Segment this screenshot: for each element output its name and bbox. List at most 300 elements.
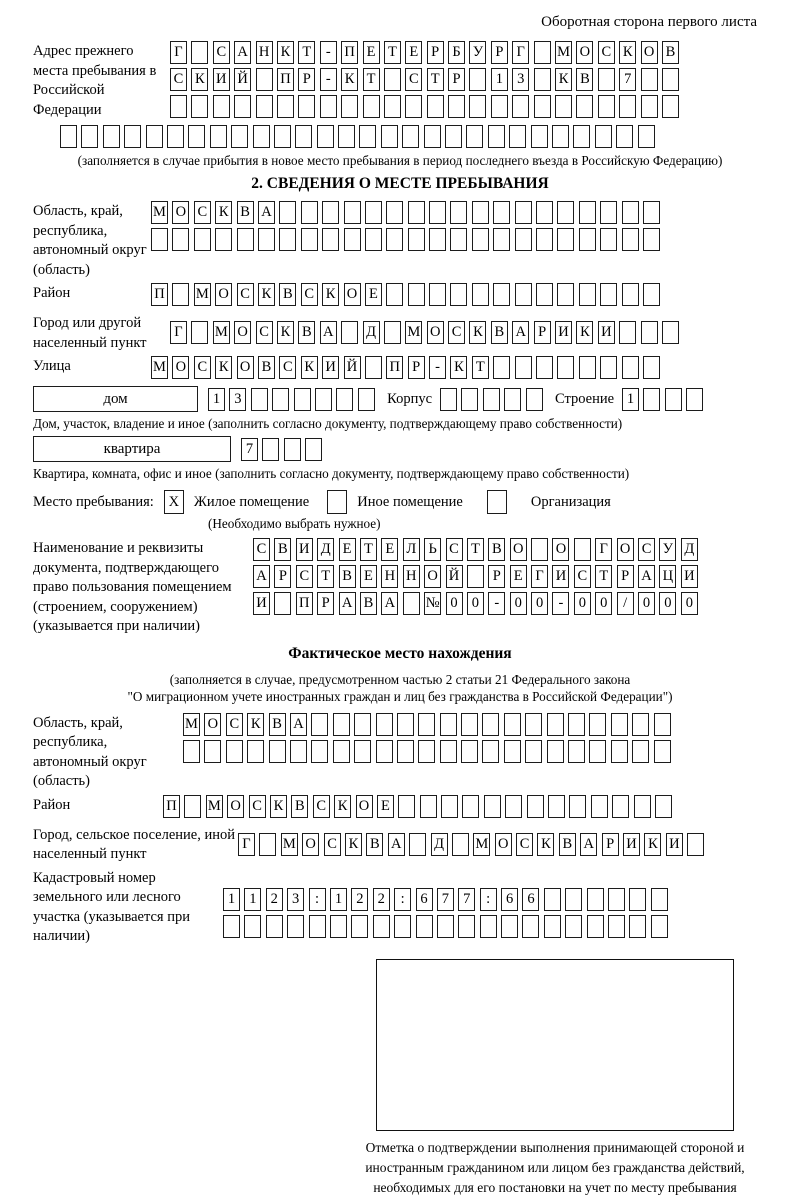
char-box[interactable] [277,95,294,118]
char-box[interactable] [527,795,544,818]
char-box[interactable]: В [366,833,383,856]
char-box[interactable]: К [322,283,339,306]
char-box[interactable]: Е [405,41,422,64]
char-box[interactable] [167,125,184,148]
char-box[interactable] [547,740,564,763]
char-box[interactable]: Е [363,41,380,64]
char-box[interactable] [386,228,403,251]
char-box[interactable]: О [495,833,512,856]
char-box[interactable]: 2 [351,888,368,911]
char-box[interactable]: К [450,356,467,379]
char-box[interactable]: Н [403,565,420,588]
char-box[interactable] [665,388,682,411]
char-box[interactable]: С [448,321,465,344]
char-box[interactable] [493,201,510,224]
char-box[interactable] [452,833,469,856]
char-box[interactable] [394,915,411,938]
char-box[interactable]: Й [446,565,463,588]
char-box[interactable] [515,283,532,306]
char-box[interactable] [461,740,478,763]
char-box[interactable]: О [302,833,319,856]
char-box[interactable]: 0 [638,592,655,615]
char-box[interactable] [429,283,446,306]
char-box[interactable]: К [215,201,232,224]
char-box[interactable] [256,68,273,91]
char-box[interactable] [608,888,625,911]
char-box[interactable] [365,201,382,224]
char-box[interactable] [384,68,401,91]
char-box[interactable] [322,201,339,224]
char-box[interactable]: Р [448,68,465,91]
char-box[interactable]: А [388,833,405,856]
char-box[interactable] [591,795,608,818]
char-box[interactable]: О [576,41,593,64]
char-box[interactable] [397,713,414,736]
char-box[interactable] [416,915,433,938]
char-box[interactable]: М [194,283,211,306]
char-box[interactable] [333,740,350,763]
char-box[interactable]: С [237,283,254,306]
char-box[interactable]: С [446,538,463,561]
char-box[interactable]: Т [363,68,380,91]
char-box[interactable] [589,740,606,763]
char-box[interactable] [376,740,393,763]
char-box[interactable]: Л [403,538,420,561]
char-box[interactable] [191,41,208,64]
char-box[interactable] [403,592,420,615]
char-box[interactable]: Р [274,565,291,588]
char-box[interactable]: 2 [373,888,390,911]
char-box[interactable]: С [279,356,296,379]
char-box[interactable] [341,95,358,118]
char-box[interactable] [629,888,646,911]
checkbox-organization[interactable] [487,490,507,514]
char-box[interactable] [408,228,425,251]
char-box[interactable]: Е [381,538,398,561]
char-box[interactable] [579,356,596,379]
char-box[interactable] [651,915,668,938]
char-box[interactable]: 6 [501,888,518,911]
char-box[interactable]: В [576,68,593,91]
char-box[interactable] [641,68,658,91]
char-box[interactable]: П [151,283,168,306]
char-box[interactable]: 1 [223,888,240,911]
char-box[interactable]: С [324,833,341,856]
char-box[interactable]: С [313,795,330,818]
char-box[interactable]: 0 [446,592,463,615]
char-box[interactable]: С [249,795,266,818]
char-box[interactable] [338,125,355,148]
char-box[interactable]: К [555,68,572,91]
char-box[interactable] [547,713,564,736]
char-box[interactable]: М [555,41,572,64]
char-box[interactable]: А [381,592,398,615]
char-box[interactable]: К [191,68,208,91]
char-box[interactable]: С [226,713,243,736]
char-box[interactable] [687,833,704,856]
char-box[interactable]: С [194,356,211,379]
char-box[interactable] [420,795,437,818]
char-box[interactable] [384,321,401,344]
char-box[interactable] [226,740,243,763]
char-box[interactable]: С [170,68,187,91]
char-box[interactable] [279,201,296,224]
char-box[interactable] [450,228,467,251]
char-box[interactable] [608,915,625,938]
char-box[interactable]: Ь [424,538,441,561]
char-box[interactable] [600,356,617,379]
char-box[interactable]: 1 [491,68,508,91]
char-box[interactable]: Т [427,68,444,91]
char-box[interactable] [587,888,604,911]
char-box[interactable] [509,125,526,148]
char-box[interactable] [409,833,426,856]
char-box[interactable]: И [253,592,270,615]
char-box[interactable]: 1 [622,388,639,411]
char-box[interactable] [493,283,510,306]
char-box[interactable]: 7 [619,68,636,91]
char-box[interactable]: Г [512,41,529,64]
char-box[interactable]: П [163,795,180,818]
char-box[interactable]: С [405,68,422,91]
char-box[interactable] [611,713,628,736]
char-box[interactable] [515,201,532,224]
char-box[interactable] [258,228,275,251]
char-box[interactable] [269,740,286,763]
char-box[interactable] [469,68,486,91]
char-box[interactable] [467,565,484,588]
char-box[interactable] [612,795,629,818]
char-box[interactable] [568,713,585,736]
char-box[interactable] [274,592,291,615]
char-box[interactable] [373,915,390,938]
char-box[interactable] [493,228,510,251]
char-box[interactable]: 0 [659,592,676,615]
char-box[interactable] [210,125,227,148]
char-box[interactable]: 0 [595,592,612,615]
char-box[interactable] [363,95,380,118]
char-box[interactable] [266,915,283,938]
char-box[interactable] [557,201,574,224]
char-box[interactable]: И [598,321,615,344]
char-box[interactable]: У [659,538,676,561]
char-box[interactable]: О [172,356,189,379]
char-box[interactable] [472,201,489,224]
char-box[interactable]: Р [602,833,619,856]
char-box[interactable] [587,915,604,938]
char-box[interactable]: № [424,592,441,615]
char-box[interactable] [536,228,553,251]
char-box[interactable]: К [247,713,264,736]
char-box[interactable]: О [237,356,254,379]
char-box[interactable] [651,888,668,911]
char-box[interactable] [632,713,649,736]
char-box[interactable]: В [258,356,275,379]
char-box[interactable]: О [424,565,441,588]
char-box[interactable]: 1 [330,888,347,911]
char-box[interactable]: О [617,538,634,561]
char-box[interactable]: К [270,795,287,818]
char-box[interactable] [480,915,497,938]
char-box[interactable]: О [427,321,444,344]
char-box[interactable] [643,356,660,379]
char-box[interactable]: С [301,283,318,306]
char-box[interactable] [622,356,639,379]
char-box[interactable] [512,95,529,118]
char-box[interactable]: О [204,713,221,736]
char-box[interactable] [662,95,679,118]
char-box[interactable] [295,125,312,148]
char-box[interactable]: 0 [467,592,484,615]
char-box[interactable] [330,915,347,938]
char-box[interactable] [170,95,187,118]
char-box[interactable]: Д [681,538,698,561]
char-box[interactable]: : [480,888,497,911]
char-box[interactable]: Р [534,321,551,344]
char-box[interactable]: 7 [458,888,475,911]
char-box[interactable]: И [296,538,313,561]
char-box[interactable] [643,201,660,224]
char-box[interactable] [440,740,457,763]
char-box[interactable]: Т [360,538,377,561]
char-box[interactable] [641,321,658,344]
char-box[interactable]: В [279,283,296,306]
char-box[interactable]: - [320,68,337,91]
char-box[interactable]: Р [617,565,634,588]
char-box[interactable] [402,125,419,148]
char-box[interactable] [662,68,679,91]
char-box[interactable] [483,388,500,411]
char-box[interactable]: И [666,833,683,856]
char-box[interactable]: 0 [681,592,698,615]
char-box[interactable] [643,388,660,411]
char-box[interactable]: О [234,321,251,344]
char-box[interactable]: - [552,592,569,615]
char-box[interactable]: Р [408,356,425,379]
char-box[interactable]: Р [427,41,444,64]
char-box[interactable] [565,888,582,911]
char-box[interactable] [525,740,542,763]
char-box[interactable] [504,740,521,763]
char-box[interactable]: К [341,68,358,91]
char-box[interactable]: 0 [531,592,548,615]
char-box[interactable] [569,795,586,818]
char-box[interactable] [484,795,501,818]
char-box[interactable]: Д [363,321,380,344]
char-box[interactable] [654,740,671,763]
char-box[interactable] [686,388,703,411]
char-box[interactable]: В [360,592,377,615]
char-box[interactable] [424,125,441,148]
char-box[interactable]: Б [448,41,465,64]
char-box[interactable] [344,228,361,251]
char-box[interactable]: В [291,795,308,818]
char-box[interactable] [501,915,518,938]
char-box[interactable]: П [296,592,313,615]
char-box[interactable] [531,538,548,561]
char-box[interactable] [336,388,353,411]
char-box[interactable] [440,388,457,411]
char-box[interactable] [574,538,591,561]
char-box[interactable]: : [309,888,326,911]
char-box[interactable]: А [580,833,597,856]
char-box[interactable]: Р [491,41,508,64]
char-box[interactable] [172,283,189,306]
char-box[interactable] [311,713,328,736]
char-box[interactable] [568,740,585,763]
char-box[interactable]: К [301,356,318,379]
char-box[interactable] [461,388,478,411]
char-box[interactable]: 6 [416,888,433,911]
char-box[interactable] [256,95,273,118]
char-box[interactable] [616,125,633,148]
char-box[interactable]: С [256,321,273,344]
char-box[interactable] [237,228,254,251]
char-box[interactable]: С [516,833,533,856]
char-box[interactable] [381,125,398,148]
char-box[interactable] [60,125,77,148]
char-box[interactable]: 3 [512,68,529,91]
char-box[interactable] [358,388,375,411]
char-box[interactable]: А [512,321,529,344]
char-box[interactable] [151,228,168,251]
char-box[interactable] [445,125,462,148]
char-box[interactable] [579,228,596,251]
char-box[interactable]: А [638,565,655,588]
char-box[interactable] [619,95,636,118]
char-box[interactable]: Е [510,565,527,588]
char-box[interactable] [579,201,596,224]
char-box[interactable]: И [555,321,572,344]
char-box[interactable] [315,388,332,411]
char-box[interactable]: А [320,321,337,344]
char-box[interactable]: М [151,356,168,379]
char-box[interactable] [351,915,368,938]
char-box[interactable] [491,95,508,118]
char-box[interactable]: В [662,41,679,64]
char-box[interactable] [600,283,617,306]
char-box[interactable] [341,321,358,344]
char-box[interactable]: Т [472,356,489,379]
char-box[interactable] [598,95,615,118]
char-box[interactable] [124,125,141,148]
char-box[interactable] [557,356,574,379]
char-box[interactable]: Т [298,41,315,64]
char-box[interactable] [643,283,660,306]
char-box[interactable] [429,228,446,251]
char-box[interactable] [408,201,425,224]
char-box[interactable]: 7 [437,888,454,911]
char-box[interactable] [536,356,553,379]
char-box[interactable] [643,228,660,251]
char-box[interactable] [437,915,454,938]
char-box[interactable] [469,95,486,118]
char-box[interactable] [525,713,542,736]
char-box[interactable] [386,283,403,306]
char-box[interactable] [223,915,240,938]
char-box[interactable] [274,125,291,148]
char-box[interactable] [466,125,483,148]
char-box[interactable]: 0 [574,592,591,615]
char-box[interactable] [234,95,251,118]
char-box[interactable]: О [356,795,373,818]
char-box[interactable]: / [617,592,634,615]
char-box[interactable] [376,713,393,736]
char-box[interactable] [531,125,548,148]
char-box[interactable] [146,125,163,148]
char-box[interactable]: М [405,321,422,344]
char-box[interactable]: О [172,201,189,224]
char-box[interactable]: О [227,795,244,818]
char-box[interactable]: Й [344,356,361,379]
char-box[interactable] [504,388,521,411]
char-box[interactable] [482,713,499,736]
char-box[interactable] [213,95,230,118]
char-box[interactable]: 1 [244,888,261,911]
char-box[interactable] [622,201,639,224]
char-box[interactable] [397,740,414,763]
char-box[interactable]: : [394,888,411,911]
char-box[interactable] [354,713,371,736]
char-box[interactable]: М [473,833,490,856]
char-box[interactable] [448,95,465,118]
char-box[interactable]: Е [339,538,356,561]
char-box[interactable]: К [537,833,554,856]
char-box[interactable]: Т [384,41,401,64]
char-box[interactable] [579,283,596,306]
char-box[interactable]: Т [467,538,484,561]
char-box[interactable] [552,125,569,148]
char-box[interactable]: П [277,68,294,91]
char-box[interactable] [418,713,435,736]
char-box[interactable]: С [194,201,211,224]
char-box[interactable]: О [510,538,527,561]
char-box[interactable] [515,356,532,379]
char-box[interactable] [311,740,328,763]
char-box[interactable]: К [345,833,362,856]
char-box[interactable]: К [644,833,661,856]
char-box[interactable]: С [598,41,615,64]
char-box[interactable] [565,915,582,938]
char-box[interactable]: Н [256,41,273,64]
char-box[interactable]: - [320,41,337,64]
char-box[interactable] [632,740,649,763]
char-box[interactable]: К [576,321,593,344]
char-box[interactable]: 7 [241,438,258,461]
char-box[interactable] [429,201,446,224]
char-box[interactable]: Е [365,283,382,306]
char-box[interactable]: К [277,41,294,64]
char-box[interactable] [320,95,337,118]
char-box[interactable] [557,283,574,306]
char-box[interactable] [544,915,561,938]
char-box[interactable]: О [344,283,361,306]
char-box[interactable] [557,228,574,251]
char-box[interactable] [287,915,304,938]
char-box[interactable]: Ц [659,565,676,588]
char-box[interactable]: Т [595,565,612,588]
char-box[interactable]: И [681,565,698,588]
char-box[interactable] [301,201,318,224]
char-box[interactable]: К [258,283,275,306]
char-box[interactable] [427,95,444,118]
char-box[interactable] [488,125,505,148]
char-box[interactable] [290,740,307,763]
char-box[interactable]: С [574,565,591,588]
char-box[interactable] [458,915,475,938]
char-box[interactable]: 3 [287,888,304,911]
char-box[interactable] [253,125,270,148]
